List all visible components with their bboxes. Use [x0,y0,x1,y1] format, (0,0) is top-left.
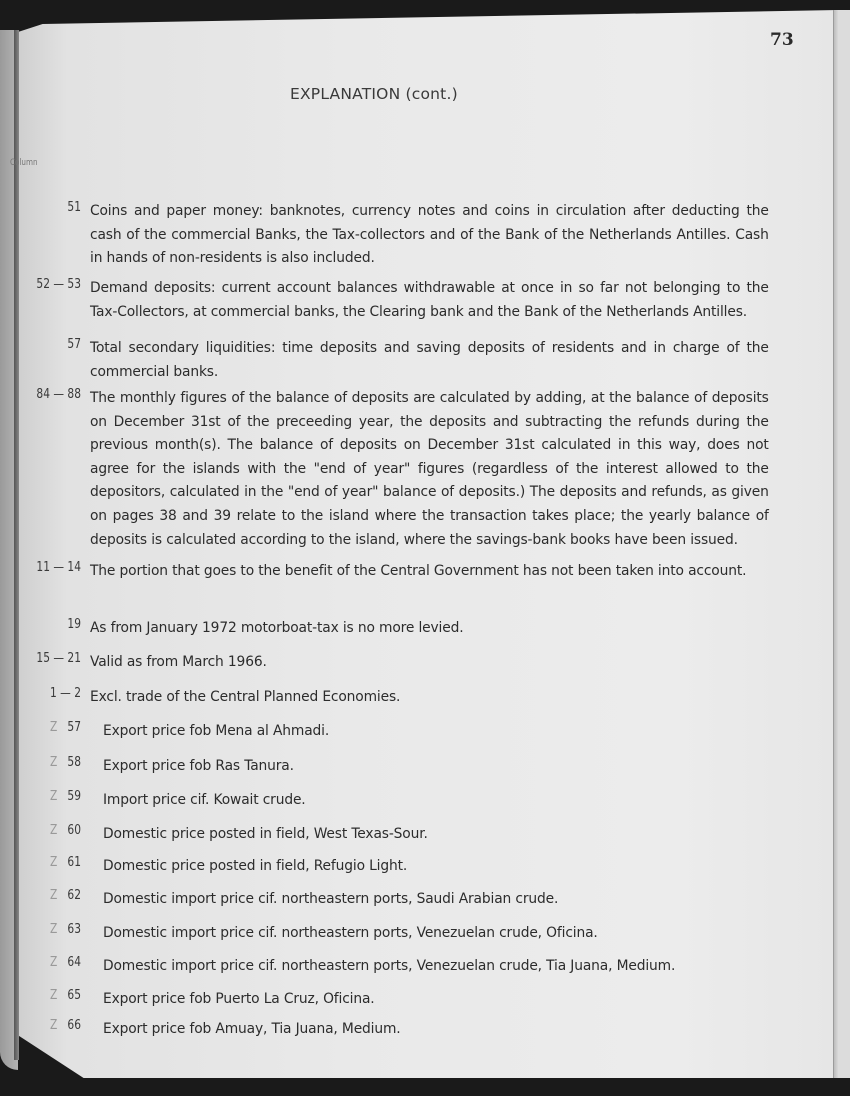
column-header: Column [10,158,38,168]
column-number: 63 [67,922,81,937]
column-reference [28,617,81,632]
next-page-strip [838,10,850,1078]
column-number: 65 [67,988,81,1003]
column-reference [28,955,81,970]
column-prefix: Z [49,1018,58,1033]
entry-text: Domestic import price cif. northeastern ports, Venezuelan crude, Tia Juana, Medium. [103,958,676,974]
column-number: 61 [67,855,81,870]
column-number: 64 [67,955,81,970]
column-reference [28,651,81,666]
entry-text: Domestic price posted in field, West Texas-Sour. [103,826,428,842]
column-reference [28,888,81,903]
entry-text: Domestic import price cif. northeastern ports, Saudi Arabian crude. [103,891,559,907]
entry-text: Demand deposits: current account balances withdrawable at once in so far not belonging to the Tax-Collectors, at commercial banks, the Clearing bank and the Bank of the Netherlands Antilles. [90,280,769,320]
column-prefix: Z [49,789,58,804]
entry-text: Coins and paper money: banknotes, currency notes and coins in circulation after deducting the cash of the commercial Banks, the Tax-collectors and of the Bank of the Netherlands Antilles. Cash in hands of non-residents is also included. [90,203,769,267]
column-reference [28,922,81,937]
column-number: 84 — 88 [36,387,81,402]
column-number: 15 — 21 [36,651,81,666]
column-prefix: Z [49,823,58,838]
entry-text: As from January 1972 motorboat-tax is no more levied. [90,620,464,636]
entry-text: Domestic import price cif. northeastern ports, Venezuelan crude, Oficina. [103,925,598,941]
column-number: 1 — 2 [49,686,81,701]
column-number: 60 [67,823,81,838]
page-title: EXPLANATION (cont.) [290,85,458,103]
entry-text: Valid as from March 1966. [90,654,267,670]
entry-text: Export price fob Mena al Ahmadi. [103,723,330,739]
entry-text: Total secondary liquidities: time deposits and saving deposits of residents and in charge of the commercial banks. [90,340,769,380]
column-prefix: Z [49,720,58,735]
column-prefix: Z [49,855,58,870]
column-prefix: Z [49,955,58,970]
column-number: 62 [67,888,81,903]
column-reference [28,720,81,735]
column-number: 19 [67,617,81,632]
entry-text: Excl. trade of the Central Planned Economies. [90,689,401,705]
entry-text: Export price fob Ras Tanura. [103,758,294,774]
entry-text: Import price cif. Kowait crude. [103,792,306,808]
column-number: 57 [67,720,81,735]
column-reference [28,855,81,870]
column-reference [28,686,81,701]
column-number: 52 — 53 [36,277,81,292]
column-reference [28,789,81,804]
column-reference [28,560,81,575]
entry-text: Export price fob Puerto La Cruz, Oficina. [103,991,375,1007]
column-number: 57 [67,337,81,352]
column-reference [28,755,81,770]
column-reference [28,200,81,215]
column-reference [28,387,81,402]
column-number: 11 — 14 [36,560,81,575]
column-prefix: Z [49,988,58,1003]
column-number: 59 [67,789,81,804]
page-number: 73 [770,30,794,50]
column-prefix: Z [49,755,58,770]
entry-text: The monthly figures of the balance of deposits are calculated by adding, at the balance of deposits on December 31st of the preceeding year, the deposits and subtracting the refunds during the previous month(s). The balance of deposits on December 31st calculated in this way, does not agree for the islands with the "end of year" figures (regardless of the interest allowed to the depositors, calculated in the "end of year" balance of deposits.) The deposits and refunds, as given on pages 38 and 39 relate to the island where the transaction takes place; the yearly balance of deposits is calculated according to the island, where the savings-bank books have been issued. [90,390,769,548]
column-number: 51 [67,200,81,215]
book-gutter [14,30,19,1060]
column-reference [28,988,81,1003]
column-reference [28,823,81,838]
column-prefix: Z [49,922,58,937]
column-number: 66 [67,1018,81,1033]
column-reference [28,337,81,352]
column-number: 58 [67,755,81,770]
column-prefix: Z [49,888,58,903]
entry-text: The portion that goes to the benefit of the Central Government has not been taken into account. [90,563,747,579]
column-reference [28,277,81,292]
column-reference [28,1018,81,1033]
entry-text: Export price fob Amuay, Tia Juana, Medium. [103,1021,401,1037]
entry-text: Domestic price posted in field, Refugio Light. [103,858,408,874]
